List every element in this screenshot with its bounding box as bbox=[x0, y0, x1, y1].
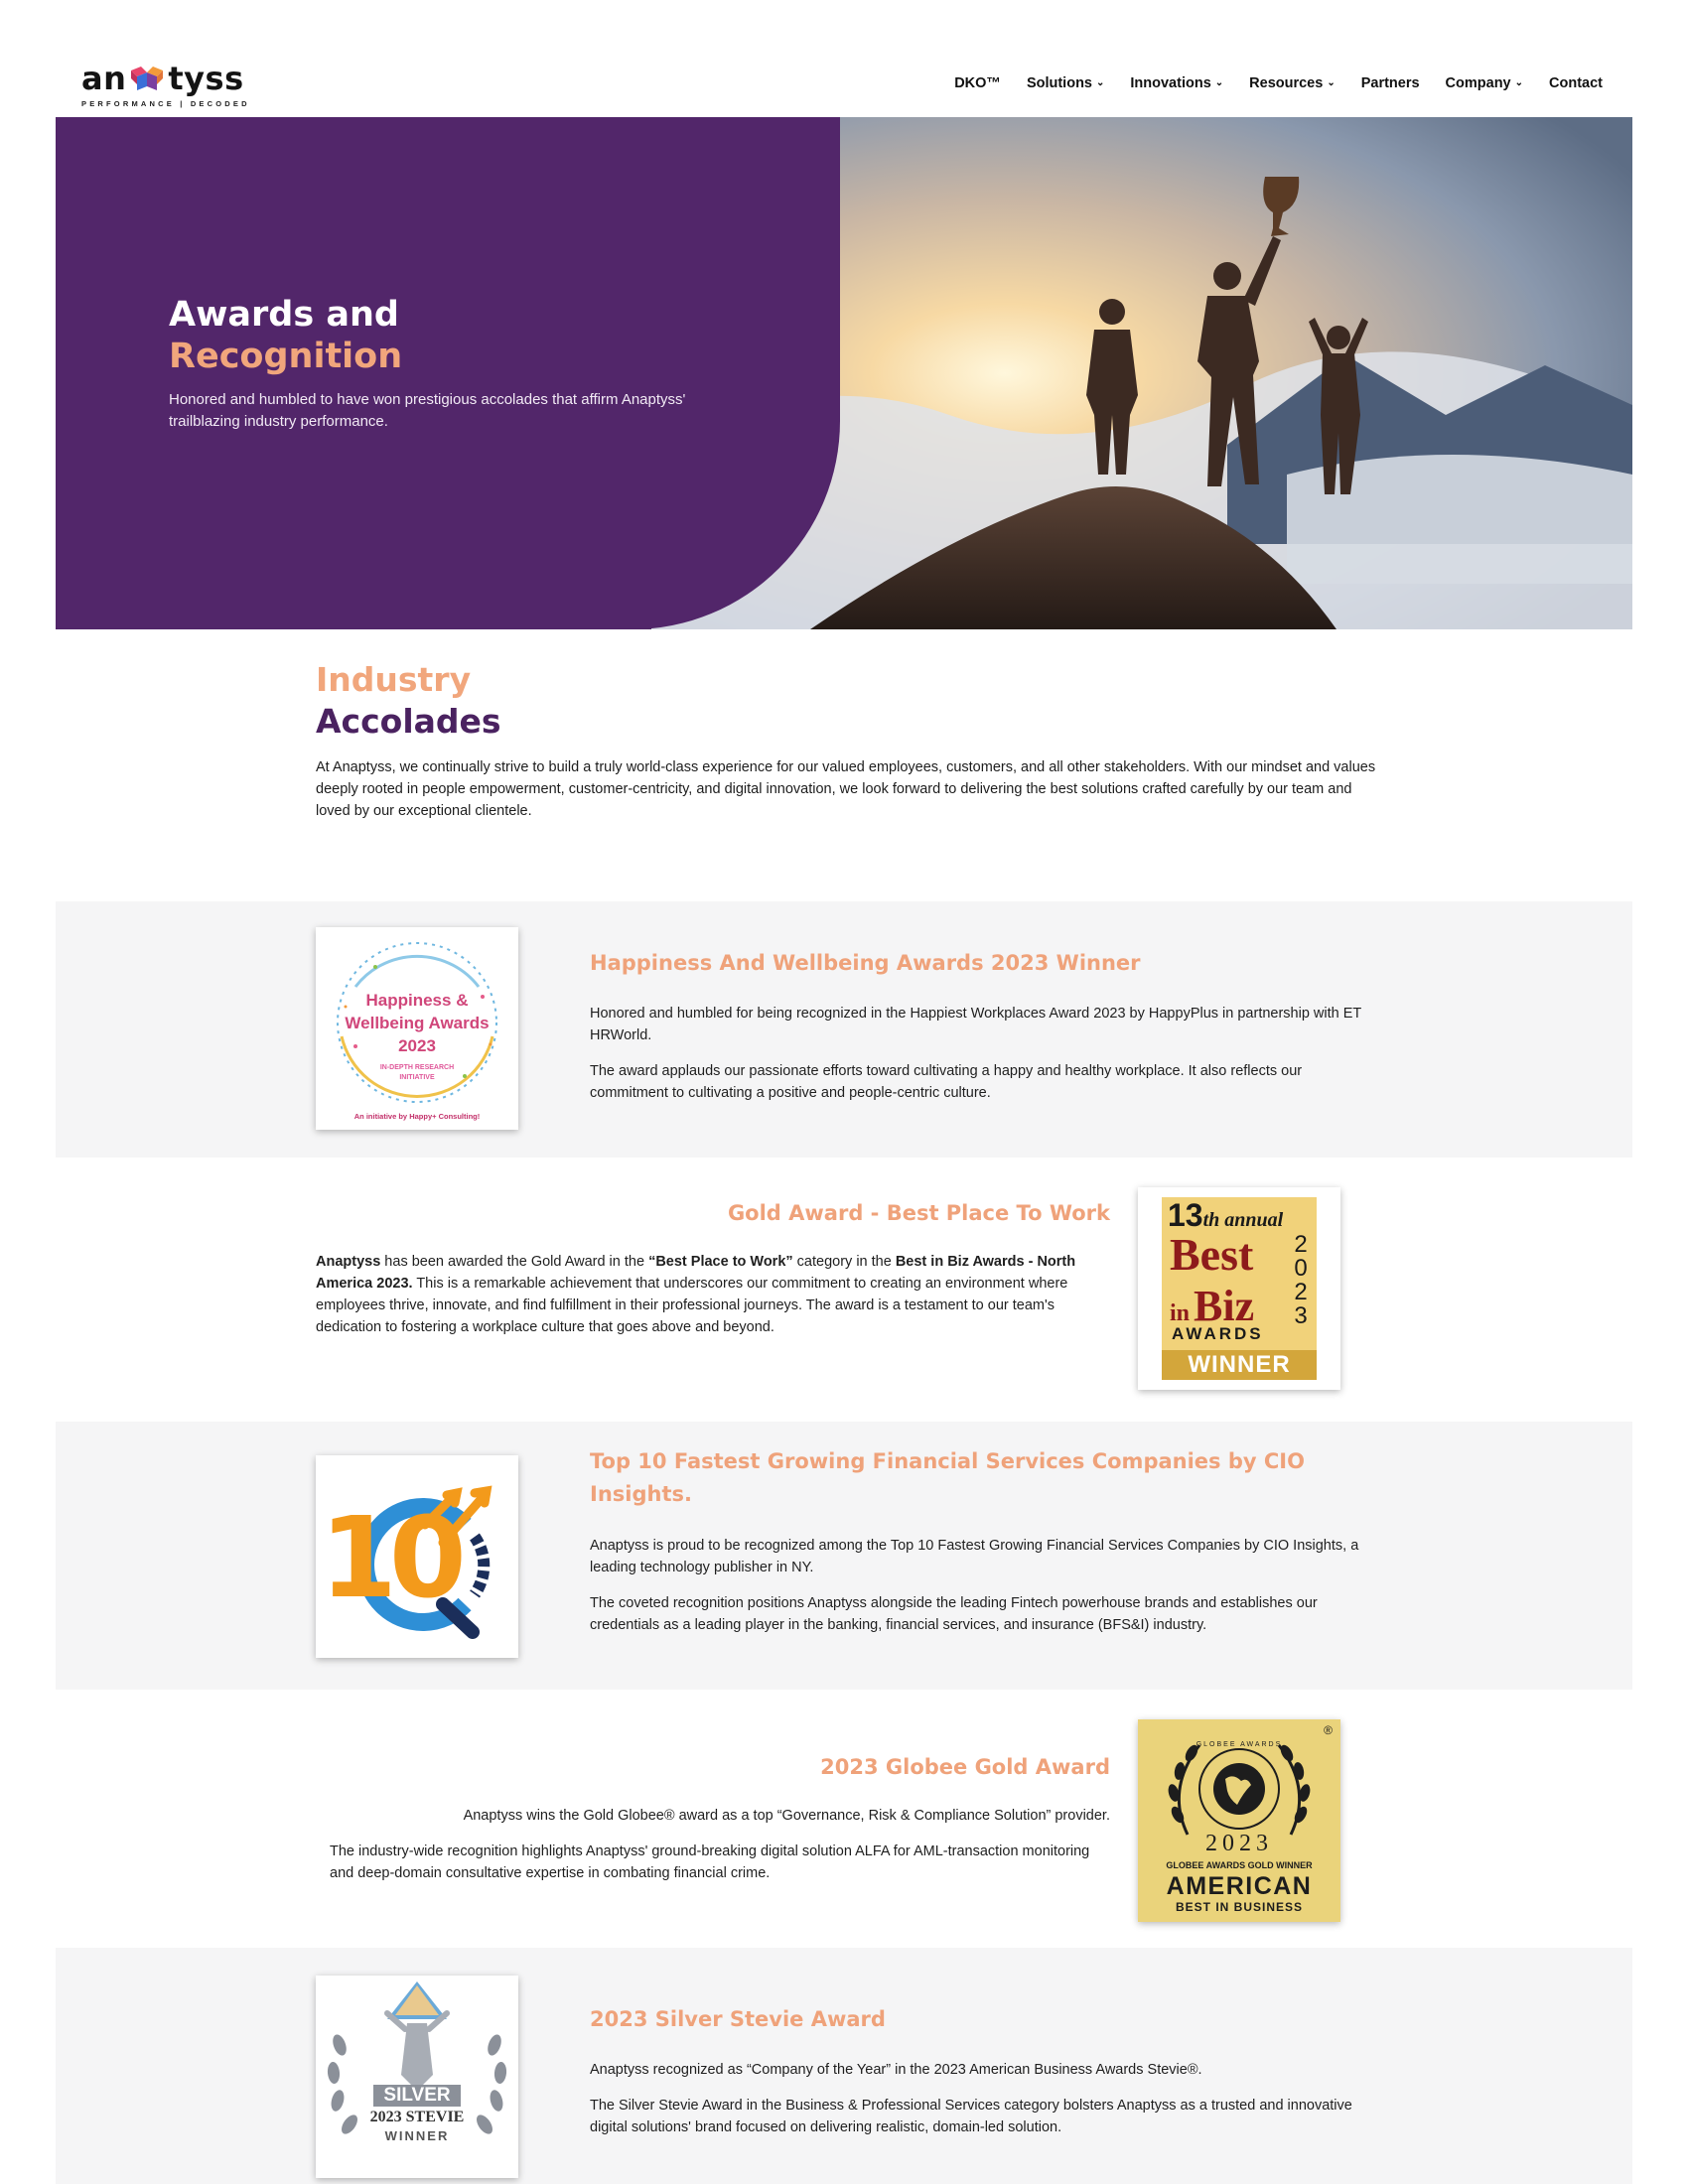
award-paragraph: The Silver Stevie Award in the Business & Professional Services category bolsters Anaptyss as a trusted and innovative digital solutions' brand focused on delivering realistic, domain-led solution. bbox=[590, 2098, 1352, 2135]
award-text-run: has been awarded the Gold Award in the bbox=[380, 1254, 649, 1270]
award-paragraph: The award applauds our passionate efforts toward cultivating a happy and healthy workplace. It also reflects our commitment to cultivating a positive and people-centric culture. bbox=[590, 1063, 1303, 1101]
nav-solutions-label: Solutions bbox=[1026, 75, 1092, 91]
logo-cube-icon bbox=[127, 65, 167, 92]
award-paragraph: The coveted recognition positions Anaptyss alongside the leading Fintech powerhouse brands and establishes our credentials as a leading player in the banking, financial services, and insurance (BFS&I) industry. bbox=[590, 1595, 1318, 1633]
stevie-badge bbox=[316, 1976, 518, 2178]
chevron-down-icon: ⌄ bbox=[1096, 77, 1105, 88]
logo-wordmark bbox=[81, 60, 250, 97]
hero-subtitle: Honored and humbled to have won prestigious accolades that affirm Anaptyss' trailblazing industry performance. bbox=[169, 391, 686, 430]
nav-dko[interactable] bbox=[954, 75, 1001, 91]
badge-biz: Biz bbox=[1194, 1282, 1255, 1330]
award-title: 2023 Silver Stevie Award bbox=[590, 2007, 886, 2031]
nav-dko-label: DKO™ bbox=[954, 75, 1001, 91]
award-paragraph: Anaptyss recognized as “Company of the Year” in the 2023 American Business Awards Stevie®. bbox=[590, 2062, 1202, 2078]
badge-annual: th annual bbox=[1202, 1209, 1284, 1231]
award-text-run: This is a remarkable achievement that underscores our commitment to creating an environment where employees thrive, innovate, and find fulfillment in their professional journeys. The award is a testament to our team's dedication to fostering a workplace culture that goes above and beyond. bbox=[316, 1276, 1068, 1335]
award-paragraph bbox=[316, 1251, 1110, 1338]
chevron-down-icon: ⌄ bbox=[1327, 77, 1336, 88]
badge-year-digit: 0 bbox=[1294, 1255, 1308, 1282]
award-happiness-wellbeing bbox=[56, 901, 1632, 1158]
best-in-biz-panel bbox=[1162, 1197, 1317, 1380]
award-emphasis: Anaptyss bbox=[316, 1254, 381, 1270]
happiness-badge-text bbox=[316, 989, 518, 1083]
award-title: Happiness And Wellbeing Awards 2023 Winner bbox=[590, 951, 1141, 975]
award-text-run: category in the bbox=[792, 1254, 896, 1270]
stevie-year-line: 2023 STEVIE bbox=[369, 2109, 465, 2125]
badge-year-digit: 3 bbox=[1294, 1302, 1308, 1329]
happiness-awards-badge bbox=[316, 927, 518, 1130]
award-title: 2023 Globee Gold Award bbox=[820, 1755, 1110, 1779]
section-title-line2: Accolades bbox=[316, 702, 501, 741]
award-description bbox=[316, 1251, 1110, 1352]
badge-number: 13 bbox=[1168, 1197, 1203, 1233]
section-title-line1: Industry bbox=[316, 660, 472, 699]
industry-accolades-section bbox=[316, 659, 1388, 837]
page-title bbox=[169, 294, 402, 377]
logo-text-left: an bbox=[81, 60, 127, 97]
award-globee-gold bbox=[56, 1690, 1632, 1948]
award-description bbox=[590, 2059, 1384, 2152]
award-paragraph: Honored and humbled for being recognized in the Happiest Workplaces Award 2023 by HappyPlus in partnership with ET HRWorld. bbox=[590, 1006, 1362, 1043]
award-title-line2: Insights. bbox=[590, 1482, 692, 1506]
site-header bbox=[0, 0, 1688, 117]
badge-awards: AWARDS bbox=[1172, 1324, 1264, 1343]
best-in-biz-badge bbox=[1138, 1187, 1340, 1390]
award-description bbox=[590, 1003, 1384, 1118]
award-paragraph: The industry-wide recognition highlights Anaptyss' ground-breaking digital solution ALFA for AML-transaction monitoring and deep-domain consultative expertise in combating financial crime. bbox=[330, 1843, 1090, 1881]
badge-line5: INITIATIVE bbox=[399, 1074, 435, 1081]
top10-number: 10 bbox=[320, 1494, 459, 1623]
award-emphasis: “Best Place to Work” bbox=[648, 1254, 793, 1270]
award-title bbox=[590, 1445, 1483, 1511]
nav-partners[interactable] bbox=[1361, 75, 1420, 91]
badge-year-column bbox=[1289, 1233, 1313, 1328]
nav-innovations-label: Innovations bbox=[1130, 75, 1211, 91]
chevron-down-icon: ⌄ bbox=[1214, 77, 1224, 88]
logo-tagline: PERFORMANCE | DECODED bbox=[81, 99, 250, 108]
nav-contact-label: Contact bbox=[1549, 75, 1603, 91]
nav-company-label: Company bbox=[1445, 75, 1511, 91]
badge-year-digit: 2 bbox=[1294, 1279, 1308, 1305]
anaptyss-logo[interactable] bbox=[81, 60, 250, 108]
page-title-line1: Awards and bbox=[169, 295, 399, 335]
badge-line4: IN-DEPTH RESEARCH bbox=[379, 1064, 455, 1071]
page-title-line2: Recognition bbox=[169, 337, 403, 376]
award-paragraph: Anaptyss wins the Gold Globee® award as a top “Governance, Risk & Compliance Solution” provider. bbox=[463, 1808, 1110, 1824]
award-title: Gold Award - Best Place To Work bbox=[727, 1201, 1110, 1225]
award-top10-cio-insights bbox=[56, 1422, 1632, 1690]
nav-resources-label: Resources bbox=[1249, 75, 1324, 91]
top10-badge bbox=[316, 1455, 518, 1658]
section-title bbox=[316, 659, 1388, 743]
award-description bbox=[590, 1535, 1384, 1650]
stevie-trophy-icon bbox=[316, 1976, 518, 2178]
award-title-line1: Top 10 Fastest Growing Financial Services Companies by CIO bbox=[590, 1449, 1305, 1473]
nav-contact[interactable] bbox=[1549, 75, 1603, 91]
award-silver-stevie bbox=[56, 1948, 1632, 2184]
badge-footer: An initiative by Happy+ Consulting! bbox=[353, 1112, 481, 1121]
globee-line1: GLOBEE AWARDS GOLD WINNER bbox=[1166, 1860, 1313, 1870]
logo-text-right: tyss bbox=[168, 60, 244, 97]
globee-year: 2023 bbox=[1205, 1831, 1273, 1856]
hero-banner bbox=[56, 117, 1632, 629]
badge-best: Best bbox=[1170, 1229, 1254, 1280]
main-nav bbox=[954, 75, 1603, 91]
nav-solutions[interactable] bbox=[1027, 75, 1104, 91]
award-best-place-to-work bbox=[56, 1158, 1632, 1422]
stevie-winner: WINNER bbox=[384, 2128, 450, 2143]
award-paragraph: Anaptyss is proud to be recognized among the Top 10 Fastest Growing Financial Services Companies by CIO Insights, a leading technology publisher in NY. bbox=[590, 1538, 1359, 1575]
badge-line3: 2023 bbox=[398, 1036, 436, 1055]
badge-year-digit: 2 bbox=[1294, 1231, 1308, 1258]
nav-resources[interactable] bbox=[1249, 75, 1336, 91]
badge-in: in bbox=[1170, 1300, 1191, 1326]
award-description bbox=[316, 1805, 1110, 1898]
stevie-ribbon: SILVER bbox=[383, 2085, 451, 2106]
globee-line3: BEST IN BUSINESS bbox=[1175, 1900, 1304, 1914]
nav-innovations[interactable] bbox=[1130, 75, 1223, 91]
chevron-down-icon: ⌄ bbox=[1514, 77, 1524, 88]
globee-arc-text: GLOBEE AWARDS bbox=[1196, 1741, 1283, 1748]
nav-company[interactable] bbox=[1446, 75, 1523, 91]
badge-line2: Wellbeing Awards bbox=[345, 1014, 490, 1032]
globee-badge bbox=[1138, 1719, 1340, 1922]
globee-line2: AMERICAN bbox=[1166, 1872, 1313, 1900]
registered-mark: ® bbox=[1324, 1723, 1333, 1737]
award-emphasis: Best in Biz Awards - North America 2023. bbox=[316, 1254, 1076, 1292]
badge-winner: WINNER bbox=[1162, 1350, 1317, 1380]
section-intro-text: At Anaptyss, we continually strive to build a truly world-class experience for our valued employees, customers, and all other stakeholders. With our mindset and values deeply rooted in people empowerment, customer-centricity, and digital innovation, we look forward to delivering the best solutions crafted carefully by our team and loved by our exceptional clientele. bbox=[316, 759, 1376, 819]
nav-partners-label: Partners bbox=[1360, 75, 1420, 91]
badge-line1: Happiness & bbox=[365, 991, 469, 1010]
